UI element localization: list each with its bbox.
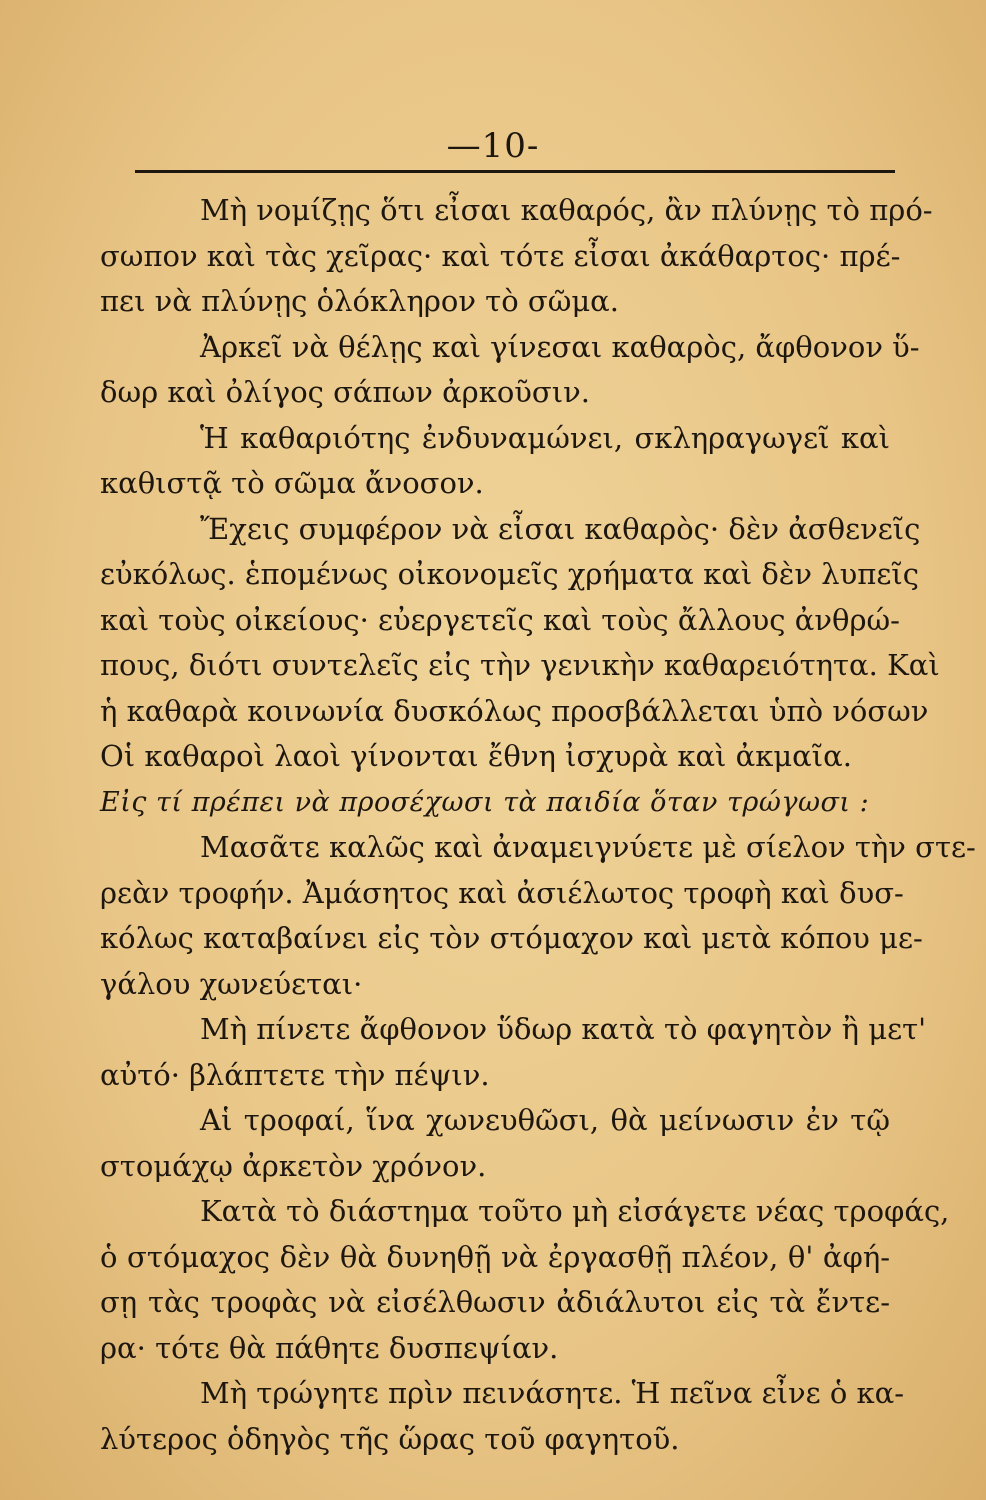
text-line: πει νὰ πλύνῃς ὁλόκληρον τὸ σῶμα. [100,284,619,318]
page-number: —10- [446,126,540,166]
text-line: Ἀρκεῖ νὰ θέλῃς καὶ γίνεσαι καθαρὸς, ἄφθονον ὕ- [200,329,920,364]
text-line: ὁ στόμαχος δὲν θὰ δυνηθῇ νὰ ἐργασθῇ πλέον, θ' ἀφή- [100,1239,890,1274]
body-text [100,188,976,1462]
text-line: ρα· τότε θὰ πάθητε δυσπεψίαν. [100,1330,559,1365]
text-line: δωρ καὶ ὀλίγος σάπων ἀρκοῦσιν. [100,375,590,409]
text-line: ἡ καθαρὰ κοινωνία δυσκόλως προσβάλλεται ὑπὸ νόσων [100,693,929,728]
header-rule [135,170,895,173]
section-heading: Εἰς τί πρέπει νὰ προσέχωσι τὰ παιδία ὅταν τρώγωσι : [100,786,870,818]
text-line: Μὴ πίνετε ἄφθονον ὕδωρ κατὰ τὸ φαγητὸν ἢ μετ' [200,1012,927,1046]
text-line: Ἡ καθαριότης ἐνδυναμώνει, σκληραγωγεῖ καὶ [200,420,890,455]
text-line: καθιστᾷ τὸ σῶμα ἄνοσον. [100,466,484,500]
text-line: κόλως καταβαίνει εἰς τὸν στόμαχον καὶ μετὰ κόπου με- [100,921,923,955]
text-line: Μασᾶτε καλῶς καὶ ἀναμειγνύετε μὲ σίελον τὴν στε- [200,830,976,864]
text-line: Ἔχεις συμφέρον νὰ εἶσαι καθαρὸς· δὲν ἀσθενεῖς [200,511,921,546]
text-line: σῃ τὰς τροφὰς νὰ εἰσέλθωσιν ἀδιάλυτοι εἰς τὰ ἔντε- [100,1285,890,1319]
text-line: Κατὰ τὸ διάστημα τοῦτο μὴ εἰσάγετε νέας τροφάς, [200,1194,950,1228]
text-line: Αἱ τροφαί, ἵνα χωνευθῶσι, θὰ μείνωσιν ἐν τῷ [200,1103,890,1137]
text-line: σωπον καὶ τὰς χεῖρας· καὶ τότε εἶσαι ἀκάθαρτος· πρέ- [100,238,901,273]
text-line: εὐκόλως. ἑπομένως οἰκονομεῖς χρήματα καὶ δὲν λυπεῖς [100,557,919,591]
text-line: Μὴ τρώγητε πρὶν πεινάσητε. Ἡ πεῖνα εἶνε ὁ κα- [200,1376,905,1410]
text-line: γάλου χωνεύεται· [100,966,363,1001]
text-line: καὶ τοὺς οἰκείους· εὐεργετεῖς καὶ τοὺς ἄλλους ἀνθρώ- [100,602,900,637]
text-line: στομάχῳ ἀρκετὸν χρόνον. [100,1148,487,1183]
text-line: λύτερος ὁδηγὸς τῆς ὥρας τοῦ φαγητοῦ. [100,1421,680,1456]
text-line: Οἱ καθαροὶ λαοὶ γίνονται ἔθνη ἰσχυρὰ καὶ ἀκμαῖα. [100,739,852,773]
text-line: πους, διότι συντελεῖς εἰς τὴν γενικὴν καθαρειότητα. Καὶ [100,648,940,682]
text-line: Μὴ νομίζῃς ὅτι εἶσαι καθαρός, ἂν πλύνῃς τὸ πρό- [200,193,933,227]
text-line: αὐτό· βλάπτετε τὴν πέψιν. [100,1057,490,1092]
text-line: ρεὰν τροφήν. Ἀμάσητος καὶ ἀσιέλωτος τροφὴ καὶ δυσ- [100,875,904,910]
